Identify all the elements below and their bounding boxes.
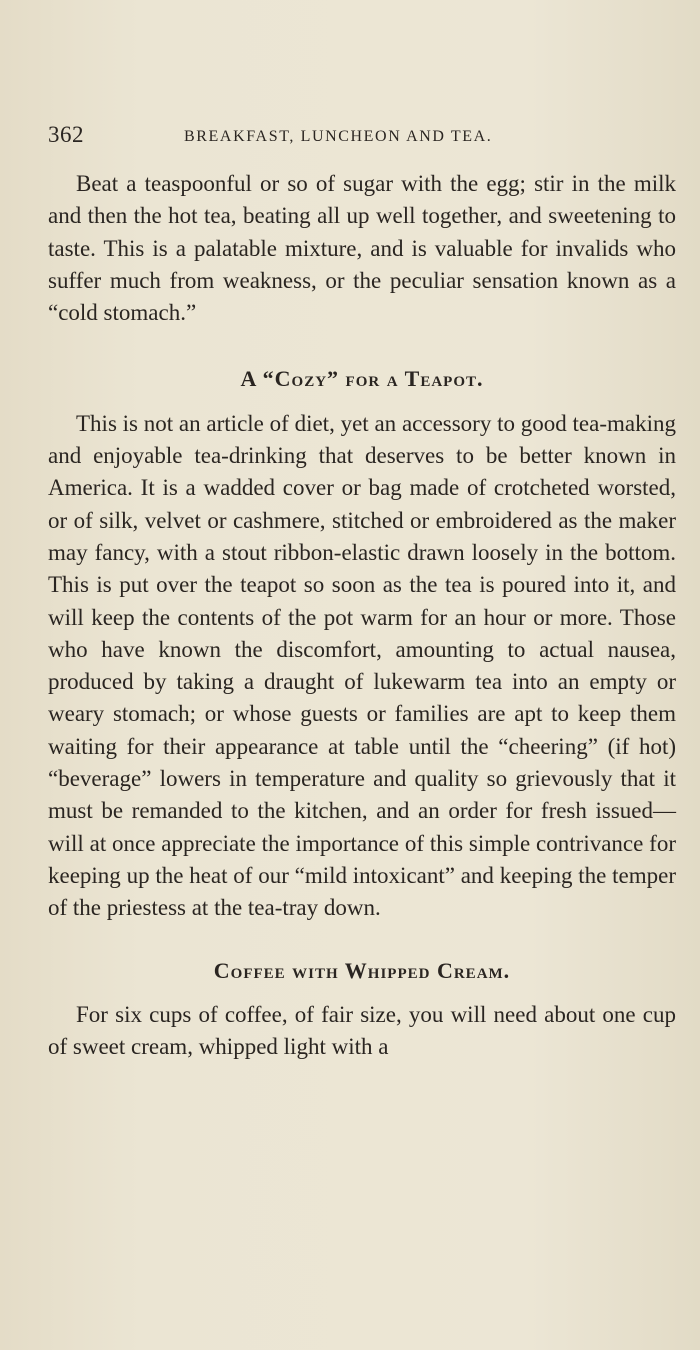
paragraph-egg-tea: Beat a teaspoonful or so of sugar with the egg; stir in the milk and then the hot tea, beating all up well together, and sweetening to taste. This is a palatable mixture, and is valuable for invalids who suffer much from weakness, or the peculiar sensation known as a “cold stomach.”: [48, 171, 676, 326]
running-head: BREAKFAST, LUNCHEON AND TEA.: [184, 128, 493, 145]
page-number: 362: [48, 122, 84, 147]
heading-teapot-cozy: A “Cozy” for a Teapot.: [240, 366, 484, 392]
page-header: [48, 122, 608, 154]
page-body: [48, 168, 676, 1063]
paragraph-coffee-whipped-cream: For six cups of coffee, of fair size, you will need about one cup of sweet cream, whipped light with a: [48, 1001, 676, 1060]
paragraph-teapot-cozy: This is not an article of diet, yet an accessory to good tea-making and enjoyable tea-drinking that deserves to be better known in America. It is a wadded cover or bag made of crotcheted worsted, or of silk, velvet or cashmere, stitched or embroidered as the maker may fancy, with a stout ribbon-elastic drawn loosely in the bottom. This is put over the teapot so soon as the tea is poured into it, and will keep the contents of the pot warm for an hour or more. Those who have known the discomfort, amounting to actual nausea, produced by taking a draught of lukewarm tea into an empty or weary stomach; or whose guests or families are apt to keep them waiting for their appearance at table until the “cheering” (if hot) “beverage” lowers in temperature and quality so grievously that it must be remanded to the kitchen, and an order for fresh issued—will at once appreciate the importance of this simple contrivance for keeping up the heat of our “mild intoxicant” and keeping the temper of the priestess at the tea-tray down.: [48, 410, 676, 921]
heading-coffee-whipped-cream: Coffee with Whipped Cream.: [213, 957, 511, 983]
